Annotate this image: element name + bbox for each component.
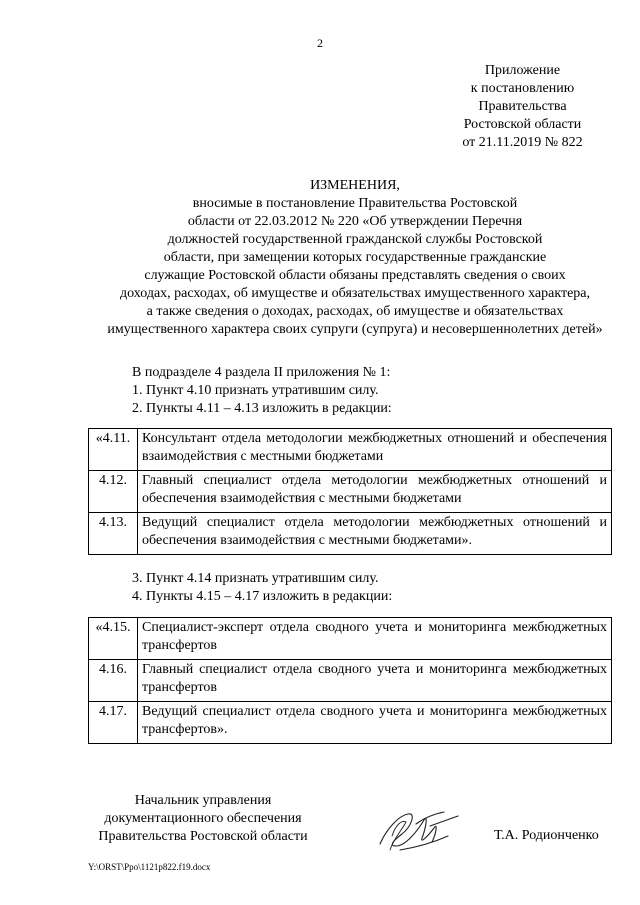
table-row: [89, 471, 612, 513]
signatory-line: Правительства Ростовской области: [98, 829, 308, 844]
position-text: Главный специалист отдела методологии межбюджетных отношений и обеспечения взаимодействия с местными бюджетами: [138, 471, 612, 513]
row-number: 4.13.: [89, 513, 138, 555]
table-row: [89, 660, 612, 702]
position-text: Ведущий специалист отдела сводного учета и мониторинга межбюджетных трансфертов».: [138, 702, 612, 744]
appendix-line: к постановлению: [470, 81, 575, 96]
item-4: 4. Пункты 4.15 – 4.17 изложить в редакции:: [132, 589, 393, 604]
position-text: Консультант отдела методологии межбюджетных отношений и обеспечения взаимодействия с местными бюджетами: [138, 429, 612, 471]
row-number: «4.11.: [89, 429, 138, 471]
appendix-line: Правительства: [478, 99, 567, 114]
title-line: а также сведения о доходах, расходах, об имуществе и обязательствах: [146, 304, 564, 319]
row-number: «4.15.: [89, 618, 138, 660]
signatory-position: [88, 792, 318, 846]
table-row: [89, 618, 612, 660]
positions-table-2: [88, 617, 612, 744]
title-line: области от 22.03.2012 № 220 «Об утверждении Перечня: [187, 214, 523, 229]
row-number: 4.17.: [89, 702, 138, 744]
item-3: 3. Пункт 4.14 признать утратившим силу.: [132, 571, 379, 586]
title-line: должностей государственной гражданской службы Ростовской: [167, 232, 543, 247]
row-number: 4.16.: [89, 660, 138, 702]
appendix-line: Ростовской области: [463, 117, 582, 132]
item-1: 1. Пункт 4.10 признать утратившим силу.: [132, 383, 379, 398]
file-path: Y:\ORST\Ppo\1121p822.f19.docx: [88, 862, 211, 872]
signatory-name: Т.А. Родионченко: [494, 828, 599, 843]
title-line: служащие Ростовской области обязаны представлять сведения о своих: [144, 268, 566, 283]
title-line: имущественного характера своих супруги (супруга) и несовершеннолетних детей»: [107, 322, 603, 337]
item-2: 2. Пункты 4.11 – 4.13 изложить в редакции:: [132, 401, 392, 416]
position-text: Специалист-эксперт отдела сводного учета и мониторинга межбюджетных трансфертов: [138, 618, 612, 660]
document-title: [60, 177, 640, 339]
signatory-line: Начальник управления: [134, 793, 272, 808]
row-number: 4.12.: [89, 471, 138, 513]
table-row: [89, 702, 612, 744]
positions-table-1: [88, 428, 612, 555]
intro-paragraph: В подразделе 4 раздела II приложения № 1:: [132, 365, 391, 380]
title-line: вносимые в постановление Правительства Ростовской: [192, 196, 518, 211]
table-row: [89, 429, 612, 471]
handwritten-signature: [372, 800, 467, 860]
title-line: доходах, расходах, об имуществе и обязательствах имущественного характера,: [119, 286, 591, 301]
position-text: Главный специалист отдела сводного учета и мониторинга межбюджетных трансфертов: [138, 660, 612, 702]
appendix-header: [440, 62, 605, 152]
position-text: Ведущий специалист отдела методологии межбюджетных отношений и обеспечения взаимодействия с местными бюджетами».: [138, 513, 612, 555]
appendix-line: от 21.11.2019 № 822: [462, 135, 583, 150]
page-number: 2: [317, 36, 323, 50]
appendix-line: Приложение: [484, 63, 561, 78]
table-row: [89, 513, 612, 555]
title-line: ИЗМЕНЕНИЯ,: [310, 178, 400, 193]
signatory-line: документационного обеспечения: [104, 811, 302, 826]
title-line: области, при замещении которых государственные гражданские: [163, 250, 547, 265]
